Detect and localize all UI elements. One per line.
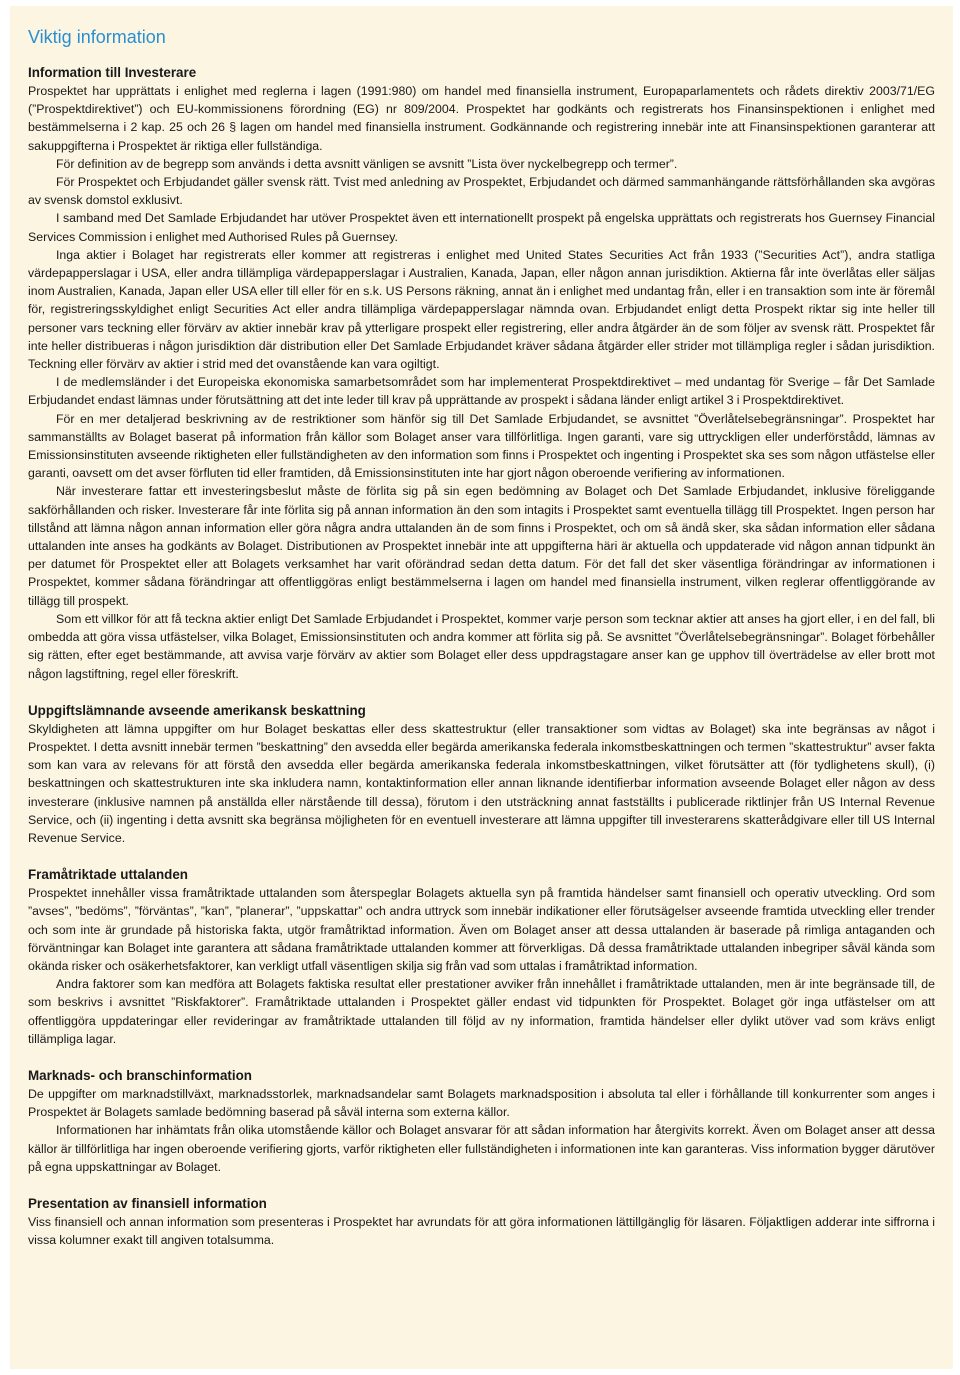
section-heading: Information till Investerare	[28, 65, 197, 80]
paragraph: Prospektet innehåller vissa framåtriktade uttalanden som återspeglar Bolagets aktuella syn på framtida händelser samt finansiell och operativ utveckling. Ord som ”avses”, ”bedöms”, ”förväntas”, ”kan”, ”planerar”, ”uppskattar” och andra uttryck som innebär indikationer eller förutsägelser avseende framtida utveckling eller trender och som inte är grundade på historiska fakta, utgör framåtriktad information. Även om Bolaget anser att dessa uttalanden är baserade på rimliga antaganden och förväntningar kan Bolaget inte garantera att sådana framåtriktade uttalanden kommer att förverkligas. Då dessa framåtriktade uttalanden inbegriper såväl kända som okända risker och osäkerhetsfaktorer, kan verkligt utfall väsentligen skilja sig från vad som uttalas i framåtriktad information.	[28, 886, 935, 973]
paragraph: För definition av de begrepp som används i detta avsnitt vänligen se avsnitt ”Lista över nyckelbegrepp och termer”.	[56, 156, 678, 171]
paragraph: För Prospektet och Erbjudandet gäller svensk rätt. Tvist med anledning av Prospektet, Erbjudandet och därmed sammanhängande rättsförhållanden ska avgöras av svensk domstol exklusivt.	[28, 175, 935, 208]
paragraph: Prospektet har upprättats i enlighet med reglerna i lagen (1991:980) om handel med finansiella instrument, Europaparlamentets och rådets direktiv 2003/71/EG (”Prospektdirektivet”) och EU-kommissionens förordning (EG) nr 809/2004. Prospektet har godkänts och registrerats hos Finansinspektionen i enlighet med bestämmelserna i 2 kap. 25 och 26 § lagen om handel med finansiella instrument. Godkännande och registrering innebär inte att Finansinspektionen garanterar att sakuppgifterna i Prospektet är riktiga eller fullständiga.	[28, 84, 935, 153]
paragraph: När investerare fattar ett investeringsbeslut måste de förlita sig på sin egen bedömning av Bolaget och Det Samlade Erbjudandet, inklusive föreliggande sakförhållanden och risker. Investerare får inte förlita sig på annan information än den som intagits i Prospektet samt eventuella tillägg till Prospektet. Ingen person har tillstånd att lämna någon annan information eller göra några andra uttalanden än de som finns i Prospektet, och om så ändå sker, ska sådan information eller sådana uttalanden inte anses ha godkänts av Bolaget. Distributionen av Prospektet innebär inte att uppgifterna häri är aktuella och uppdaterade vid någon annan tidpunkt än per datumet för Prospektet eller att Bolagets verksamhet har varit oförändrad sedan detta datum. För det fall det sker väsentliga förändringar av informationen i Prospektet, kommer sådana förändringar att offentliggöras enligt bestämmelserna i lagen om handel med finansiella instrument, vilken reglerar offentliggörande av tillägg till prospekt.	[28, 484, 935, 608]
section-heading: Framåtriktade uttalanden	[28, 867, 188, 883]
paragraph: Andra faktorer som kan medföra att Bolagets faktiska resultat eller prestationer avviker från innehållet i framåtriktade uttalanden, men är inte begränsade till, de som beskrivs i avsnittet ”Riskfaktorer”. Framåtriktade uttalanden i Prospektet gäller endast vid tidpunkten för Prospektet. Bolaget gör inga utfästelser om att offentliggöra uppdateringar eller revideringar av framåtriktade uttalanden till följd av ny information, framtida händelser eller dylikt utöver vad som krävs enligt tillämpliga lagar.	[28, 977, 935, 1046]
section-heading: Uppgiftslämnande avseende amerikansk beskattning	[28, 702, 366, 718]
section-heading: Presentation av finansiell information	[28, 1195, 267, 1211]
section-information-till-investerare	[28, 64, 935, 683]
paragraph: Inga aktier i Bolaget har registrerats eller kommer att registreras i enlighet med United States Securities Act från 1933 (”Securities Act”), andra statliga värdepapperslagar i USA, eller andra tillämpliga värdepapperslagar i Australien, Kanada, Japan, eller någon annan jurisdiktion. Aktierna får inte överlåtas eller säljas inom Australien, Kanada, Japan eller USA eller till eller för en s.k. US Persons räkning, annat än i enlighet med undantag från, eller i en transaktion som inte är föremål för, registreringsskyldighet enligt Securities Act eller andra tillämpliga värdepapperslagar nämnda ovan. Erbjudandet enligt detta Prospekt riktar sig inte heller till personer vars teckning eller förvärv av aktier innebär krav på ytterligare prospekt eller registrering, eller andra åtgärder än de som följer av svensk rätt. Prospektet får inte heller distribueras i någon jurisdiktion där distribution eller Det Samlade Erbjudandet kräver sådana åtgärder eller strider mot tillämpliga regler i sådan jurisdiktion. Teckning eller förvärv av aktier i strid med det ovanstående kan vara ogiltigt.	[28, 247, 935, 372]
section-heading: Marknads- och branschinformation	[28, 1067, 252, 1083]
page	[10, 6, 953, 1369]
section-presentation-finansiell-information	[28, 1195, 935, 1249]
paragraph: Som ett villkor för att få teckna aktier enligt Det Samlade Erbjudandet i Prospektet, kommer varje person som tecknar aktier att anses ha gjort eller, i en del fall, bli ombedda att göra vissa utfästelser, vilka Bolaget, Emissionsinstituten och andra kommer att förlita sig på. Se avsnittet ”Överlåtelsebegränsningar”. Bolaget förbehåller sig rätten, efter eget bestämmande, att avvisa varje förvärv av aktier som Bolaget eller dess uppdragstagare anser kan ge upphov till överträdelse av eller brott mot någon lagstiftning, regel eller föreskrift.	[28, 611, 935, 681]
paragraph: För en mer detaljerad beskrivning av de restriktioner som hänför sig till Det Samlade Erbjudandet, se avsnittet ”Överlåtelsebegränsningar”. Prospektet har sammanställts av Bolaget baserat på information från källor som Bolaget anser vara tillförlitliga. Ingen garanti, vare sig uttryckligen eller underförstådd, lämnas av Emissionsinstituten avseende riktigheten eller fullständigheten av den information som finns i Prospektet och ingenting i Prospektet ska ses som någon utfästelse eller garanti, oavsett om det avser förfluten tid eller framtiden, då Emissionsinstituten inte har gjort någon oberoende verifiering av informationen.	[28, 411, 935, 481]
paragraph: Skyldigheten att lämna uppgifter om hur Bolaget beskattas eller dess skattestruktur (eller transaktioner som vidtas av Bolaget) ska inte begränsas av något i Prospektet. I detta avsnitt innebär termen ”beskattning” den avsedda eller begärda amerikanska federala inkomstbeskattningen och termen ”skattestruktur” avser fakta som kan vara av relevans för att förstå den avsedda eller begärda amerikanska federala inkomstbeskattningen, vilket förutsätter att (för tydlighetens skull), (i) beskattningen och skattestrukturen inte ska inkludera namn, kontaktinformation eller annan liknande identifierbar information avseende Bolaget eller någon av dess investerare (inklusive namnen på anställda eller närstående till dessa), förutom i den utsträckning annat fastställts i publicerade riktlinjer från US Internal Revenue Service, och (ii) ingenting i detta avsnitt ska begränsa möjligheten för en eventuell investerare att lämna uppgifter till investerarens skatterådgivare eller till US Internal Revenue Service.	[28, 721, 935, 845]
paragraph: I samband med Det Samlade Erbjudandet har utöver Prospektet även ett internationellt prospekt på engelska upprättats och registrerats hos Guernsey Financial Services Commission i enlighet med Authorised Rules på Guernsey.	[28, 211, 935, 244]
paragraph: De uppgifter om marknadstillväxt, marknadsstorlek, marknadsandelar samt Bolagets marknadsposition i absoluta tal eller i förhållande till konkurrenter som anges i Prospektet är Bolagets samlade bedömning baserad på såväl interna som externa källor.	[28, 1086, 935, 1120]
section-amerikansk-beskattning	[28, 702, 935, 847]
paragraph: I de medlemsländer i det Europeiska ekonomiska samarbetsområdet som har implementerat Prospektdirektivet – med undantag för Sverige – får Det Samlade Erbjudandet endast lämnas under förutsättning att det inte leder till krav på upprättande av prospekt i sådana länder enligt artikel 3 i Prospektdirektivet.	[28, 375, 935, 408]
section-framatriktade-uttalanden	[28, 866, 935, 1048]
section-marknads-och-branschinformation	[28, 1067, 935, 1176]
page-title: Viktig information	[28, 27, 166, 47]
paragraph: Informationen har inhämtats från olika utomstående källor och Bolaget ansvarar för att sådan information har återgivits korrekt. Även om Bolaget anser att dessa källor är tillförlitliga har ingen oberoende verifiering gjorts, varför riktigheten eller fullständigheten i informationen inte kan garanteras. Viss information bygger därutöver på egna uppskattningar av Bolaget.	[28, 1123, 935, 1174]
paragraph: Viss finansiell och annan information som presenteras i Prospektet har avrundats för att göra informationen lättillgänglig för läsaren. Följaktligen adderar inte siffrorna i vissa kolumner exakt till angiven totalsumma.	[28, 1214, 935, 1248]
